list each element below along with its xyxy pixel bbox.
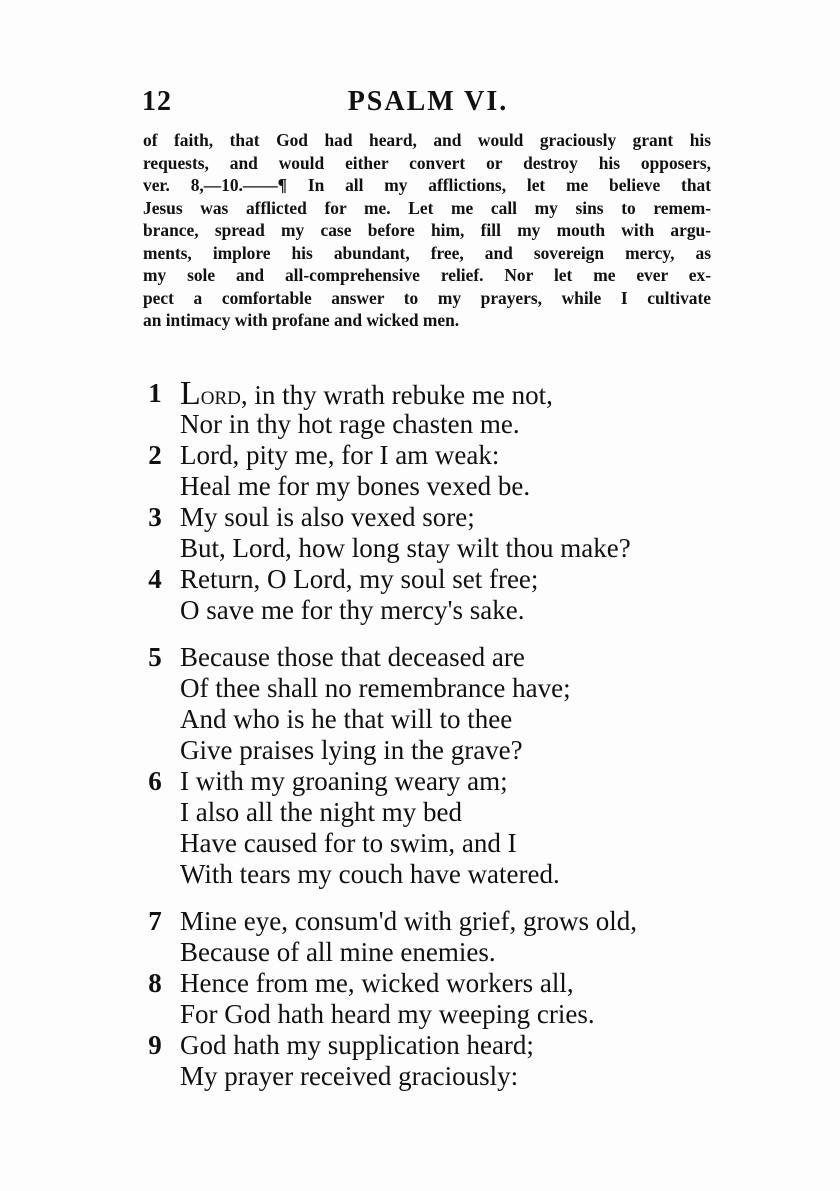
verse-text: Have caused for to swim, and I [180, 828, 517, 858]
verse-text: Of thee shall no remembrance have; [180, 673, 571, 703]
verse-line [140, 595, 740, 626]
verse-line [140, 906, 740, 937]
verse-number: 3 [148, 502, 162, 532]
verse-text: Heal me for my bones vexed be. [180, 471, 531, 501]
verse-line [140, 440, 740, 471]
verse-number: 1 [148, 378, 162, 408]
verse-number: 7 [148, 906, 162, 936]
verse-line [140, 735, 740, 766]
verse-number: 5 [148, 642, 162, 672]
verse-text: I also all the night my bed [180, 797, 462, 827]
verse-line [140, 766, 740, 797]
argument-line: ments, implore his abundant, free, and sovereign mercy, as [143, 242, 711, 263]
verse-text: My soul is also vexed sore; [180, 502, 475, 532]
verse-line [140, 1030, 740, 1061]
verse-line [140, 968, 740, 999]
argument-line: my sole and all-comprehensive relief. Nor let me ever ex- [143, 265, 711, 285]
verse-text [180, 375, 553, 412]
verse-text: For God hath heard my weeping cries. [180, 999, 595, 1029]
running-head-title: PSALM VI. [347, 86, 509, 117]
verse-line [140, 999, 740, 1030]
stanza [140, 375, 740, 626]
verse-text: With tears my couch have watered. [180, 859, 560, 889]
verse-number: 6 [148, 766, 162, 796]
verse-text: Hence from me, wicked workers all, [180, 968, 574, 998]
verse-line [140, 564, 740, 595]
verse-text: Nor in thy hot rage chasten me. [180, 409, 520, 439]
argument-line: brance, spread my case before him, fill my mouth with argu- [143, 220, 711, 240]
verse-line [140, 797, 740, 828]
argument-line: ver. 8,—10.——¶ In all my afflictions, let me believe that [143, 175, 711, 195]
argument-line: requests, and would either convert or destroy his opposers, [143, 152, 711, 173]
page-number: 12 [142, 86, 172, 117]
argument-line: an intimacy with profane and wicked men. [143, 310, 460, 330]
argument-paragraph [143, 129, 711, 332]
verse-line [140, 502, 740, 533]
verse-line [140, 533, 740, 564]
verse-line [140, 673, 740, 704]
verse-line [140, 471, 740, 502]
verse-text: I with my groaning weary am; [180, 766, 508, 796]
drop-cap-letter: L [180, 375, 201, 412]
verse-text: Mine eye, consum'd with grief, grows old, [180, 906, 638, 936]
verse-line [140, 704, 740, 735]
verse-text: Because those that deceased are [180, 642, 525, 672]
verse-text: Because of all mine enemies. [180, 937, 496, 967]
verse-line [140, 859, 740, 890]
verse-line [140, 937, 740, 968]
verse-text: Lord, pity me, for I am weak: [180, 440, 500, 470]
stanza [140, 906, 740, 1092]
argument-line: pect a comfortable answer to my prayers, while I cultivate [143, 287, 711, 308]
verse-line [140, 1061, 740, 1092]
verse-line [140, 642, 740, 673]
verse-text: God hath my supplication heard; [180, 1030, 534, 1060]
verse-text: And who is he that will to thee [180, 704, 513, 734]
verse-line [140, 828, 740, 859]
verse-number: 2 [148, 440, 162, 470]
verse-number: 4 [148, 564, 162, 594]
argument-line: Jesus was afflicted for me. Let me call my sins to remem- [143, 197, 711, 218]
argument-line: of faith, that God had heard, and would graciously grant his [143, 130, 711, 150]
verse-text: But, Lord, how long stay wilt thou make? [180, 533, 631, 563]
verse-number: 9 [148, 1030, 162, 1060]
verse-line [140, 409, 740, 440]
stanza [140, 642, 740, 890]
small-caps-word: ord [200, 380, 241, 410]
verse-text-tail: , in thy wrath rebuke me not, [240, 380, 553, 410]
psalm-verses [140, 375, 740, 1092]
verse-line [140, 375, 740, 412]
verse-text: Return, O Lord, my soul set free; [180, 564, 539, 594]
verse-number: 8 [148, 968, 162, 998]
verse-text: My prayer received graciously: [180, 1061, 519, 1091]
verse-text: Give praises lying in the grave? [180, 735, 523, 765]
verse-text: O save me for thy mercy's sake. [180, 595, 525, 625]
